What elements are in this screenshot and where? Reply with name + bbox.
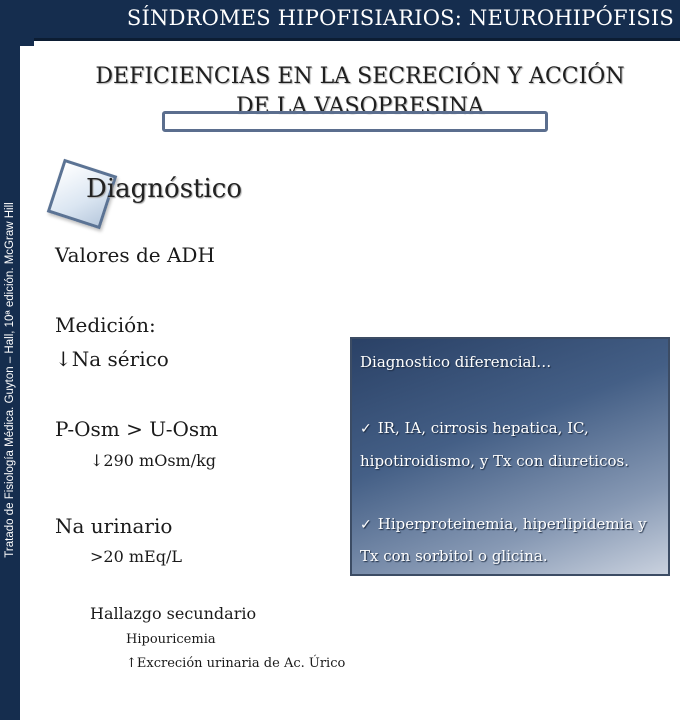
source-citation: Tratado de Fisiología Médica. Guyton – Hall, 10ª edición. McGraw Hill xyxy=(4,202,16,558)
na-serico-label: ↓Na sérico xyxy=(55,347,169,371)
adh-label: Valores de ADH xyxy=(55,243,215,267)
panel-title: Diagnostico diferencial… xyxy=(360,353,552,371)
posm-value: ↓290 mOsm/kg xyxy=(90,451,217,470)
panel-item-2 xyxy=(360,515,647,533)
check-icon: ✓ xyxy=(360,517,372,533)
subtitle-line-2: DE LA VASOPRESINA xyxy=(236,94,484,119)
na-urinario-label: Na urinario xyxy=(55,514,173,538)
na-urinario-value: >20 mEq/L xyxy=(90,547,182,566)
hallazgo-item: ↑Excreción urinaria de Ac. Úrico xyxy=(126,656,346,671)
hallazgo-item: Hipouricemia xyxy=(126,632,216,647)
subtitle-frame xyxy=(162,111,548,132)
hallazgo-label: Hallazgo secundario xyxy=(90,604,257,623)
panel-item-1-line-2: hipotiroidismo, y Tx con diureticos. xyxy=(360,452,629,470)
panel-item-2-line-1: Hiperproteinemia, hiperlipidemia y xyxy=(377,515,647,533)
posm-label: P-Osm > U-Osm xyxy=(55,417,219,441)
panel-item-1 xyxy=(360,419,589,437)
subtitle-line-1: DEFICIENCIAS EN LA SECRECIÓN Y ACCIÓN xyxy=(95,64,625,89)
check-icon: ✓ xyxy=(360,421,372,437)
header-bar xyxy=(0,0,680,41)
corner-accent xyxy=(20,38,34,46)
panel-item-2-line-2: Tx con sorbitol o glicina. xyxy=(360,547,548,565)
differential-diagnosis-panel xyxy=(350,337,670,576)
section-heading: Diagnóstico xyxy=(86,174,243,204)
medicion-label: Medición: xyxy=(55,313,156,337)
slide-section-title: SÍNDROMES HIPOFISIARIOS: NEUROHIPÓFISIS xyxy=(126,6,674,30)
panel-item-1-line-1: IR, IA, cirrosis hepatica, IC, xyxy=(377,419,589,437)
